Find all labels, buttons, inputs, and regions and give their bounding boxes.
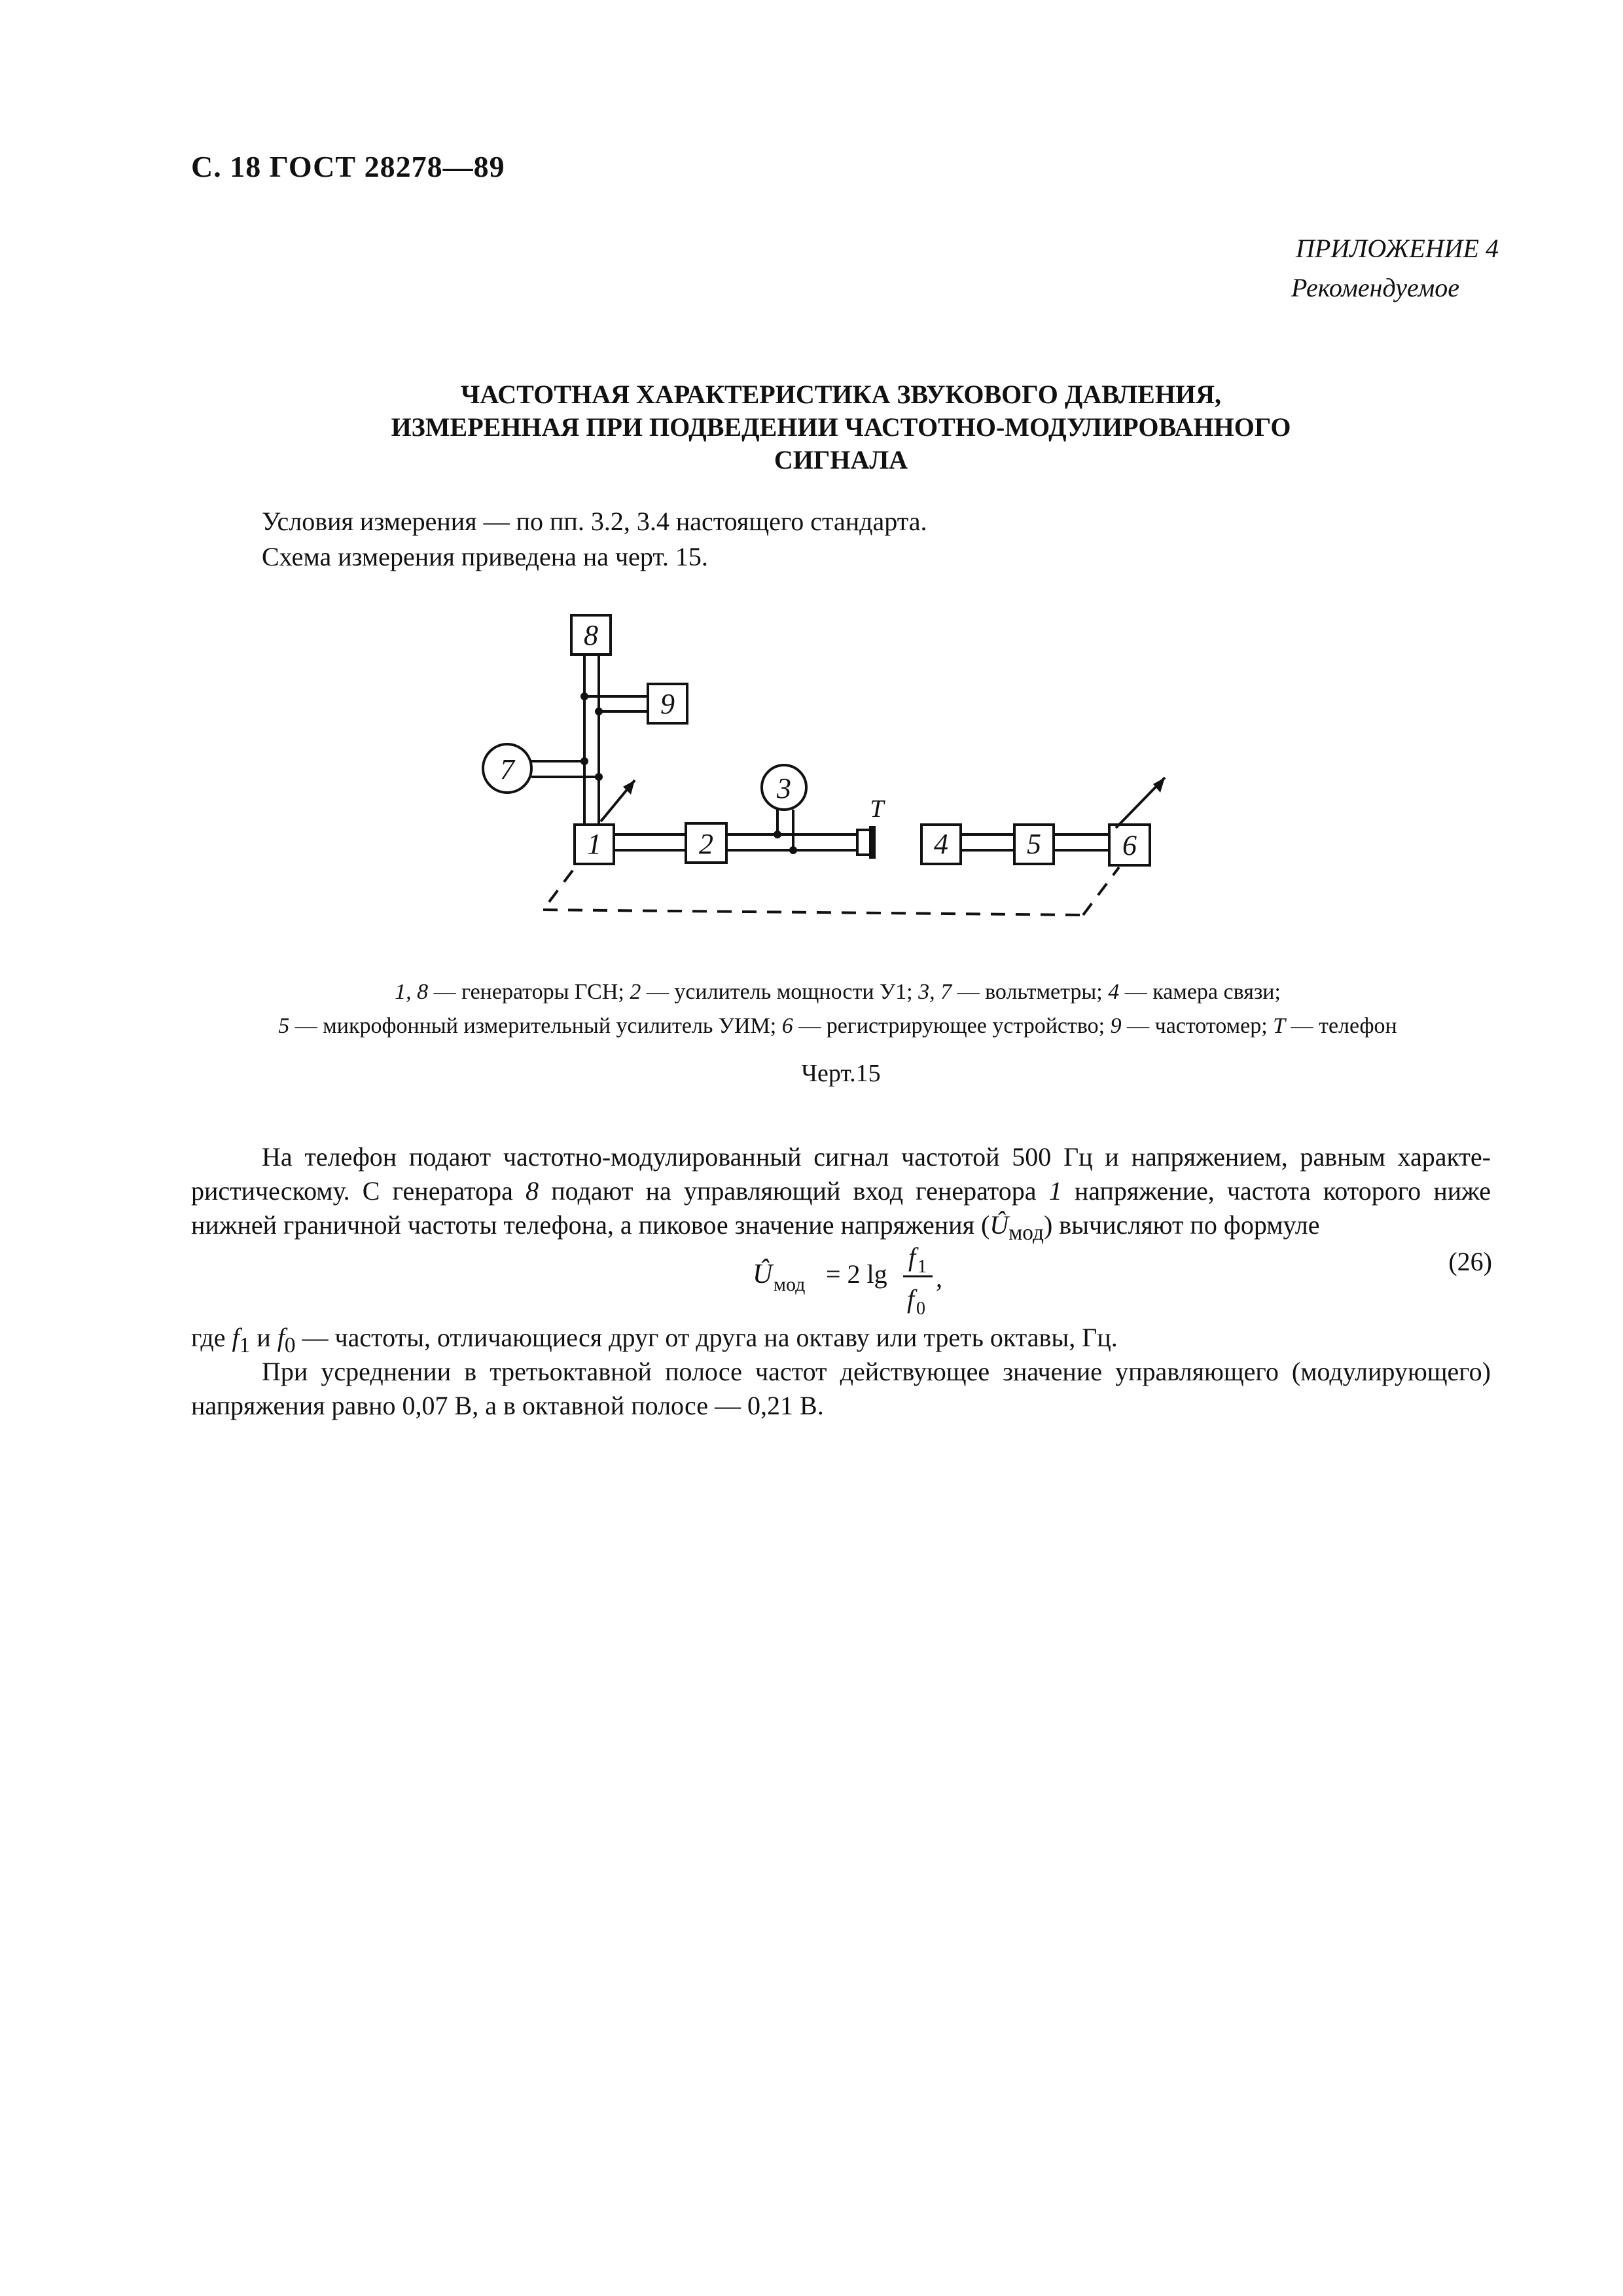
legend-num: 9 bbox=[1110, 1014, 1122, 1038]
block-8-label: 8 bbox=[584, 619, 598, 651]
paragraph-text: где bbox=[191, 1323, 232, 1352]
junction-dot bbox=[580, 757, 588, 765]
title-line-1: ЧАСТОТНАЯ ХАРАКТЕРИСТИКА ЗВУКОВОГО ДАВЛЕНИЯ, bbox=[461, 380, 1221, 409]
measurement-scheme-diagram bbox=[500, 609, 1230, 936]
formula-comma: , bbox=[936, 1263, 942, 1293]
page-header: С. 18 ГОСТ 28278—89 bbox=[191, 150, 505, 183]
symbol-u-hat: Û bbox=[990, 1210, 1009, 1240]
equation-number: (26) bbox=[1448, 1247, 1492, 1276]
figure-caption: Черт.15 bbox=[801, 1060, 881, 1087]
legend-text: — частотомер; bbox=[1121, 1014, 1274, 1038]
symbol-subscript: 0 bbox=[284, 1333, 296, 1357]
block-5-label: 5 bbox=[1027, 828, 1041, 860]
telephone-plate bbox=[869, 826, 876, 859]
formula-denominator-sub: 0 bbox=[916, 1299, 925, 1319]
paragraph-text: и bbox=[250, 1323, 277, 1352]
paragraph-text: подают на управляющий вход генератора bbox=[539, 1176, 1049, 1206]
junction-dot bbox=[595, 773, 603, 781]
formula-denominator: f bbox=[907, 1284, 915, 1314]
sync-line-left bbox=[543, 870, 573, 910]
block-4-label: 4 bbox=[934, 828, 948, 860]
arrow-6-head bbox=[1153, 778, 1165, 793]
symbol-f: f bbox=[232, 1323, 240, 1352]
block-6-label: 6 bbox=[1122, 829, 1137, 861]
legend-num: 5 bbox=[278, 1014, 290, 1038]
legend-num: 3, 7 bbox=[918, 980, 952, 1004]
sync-line-right bbox=[1083, 867, 1119, 915]
junction-dot bbox=[774, 831, 781, 838]
paragraph-text: напряжение, частота которого ниже нижней граничной частоты телефона, а пиковое значение напряжения ( bbox=[191, 1176, 1491, 1240]
generator-ref: 1 bbox=[1048, 1176, 1062, 1206]
legend-num: 1, 8 bbox=[395, 980, 429, 1004]
paragraph-text: На телефон подают частотно-модулированный сигнал частотой 500 Гц и напряжением, равным характе-ристическому. С генератора bbox=[191, 1142, 1491, 1206]
block-2-label: 2 bbox=[699, 828, 713, 860]
symbol-subscript: 1 bbox=[239, 1333, 251, 1357]
legend-text: — генераторы ГСН; bbox=[428, 980, 630, 1004]
appendix-label-block bbox=[1291, 229, 1499, 308]
block-9-label: 9 bbox=[660, 688, 675, 720]
formula-numerator: f bbox=[908, 1242, 916, 1272]
intro-text bbox=[262, 504, 927, 575]
legend-text: — вольтметры; bbox=[952, 980, 1109, 1004]
generator-ref: 8 bbox=[526, 1176, 539, 1206]
block-1-label: 1 bbox=[587, 828, 601, 860]
intro-line-2: Схема измерения приведена на черт. 15. bbox=[262, 542, 708, 571]
legend-num: 2 bbox=[630, 980, 641, 1004]
legend-text: — камера связи; bbox=[1119, 980, 1281, 1004]
symbol-subscript: мод bbox=[1008, 1221, 1044, 1245]
formula-lhs: Û bbox=[753, 1259, 773, 1289]
junction-dot bbox=[595, 708, 603, 715]
legend-text: — усилитель мощности У1; bbox=[641, 980, 919, 1004]
junction-dot bbox=[789, 846, 797, 854]
intro-line-1: Условия измерения — по пп. 3.2, 3.4 настоящего стандарта. bbox=[262, 507, 927, 536]
symbol-f: f bbox=[277, 1323, 285, 1352]
paragraph-text: ) вычисляют по формуле bbox=[1043, 1210, 1320, 1240]
junction-dot bbox=[580, 692, 588, 700]
formula-numerator-sub: 1 bbox=[918, 1257, 927, 1277]
title-line-2: ИЗМЕРЕННАЯ ПРИ ПОДВЕДЕНИИ ЧАСТОТНО-МОДУЛИРОВАННОГО bbox=[391, 412, 1291, 442]
formula-26 bbox=[746, 1230, 1008, 1319]
sync-line-bottom bbox=[543, 910, 1083, 915]
title-line-3: СИГНАЛА bbox=[774, 445, 908, 475]
formula-lhs-sub: мод bbox=[774, 1274, 806, 1295]
legend-text: — микрофонный измерительный усилитель УИМ; bbox=[289, 1014, 782, 1038]
formula-eq: = 2 lg bbox=[826, 1259, 887, 1289]
paragraph-text: — частоты, отличающиеся друг от друга на октаву или треть октавы, Гц. bbox=[295, 1323, 1118, 1352]
telephone-label: T bbox=[870, 795, 884, 823]
legend-line-2 bbox=[190, 1009, 1486, 1043]
legend-num: T bbox=[1273, 1014, 1286, 1038]
section-title bbox=[190, 378, 1492, 476]
diagram-legend bbox=[190, 975, 1486, 1043]
legend-text: — телефон bbox=[1285, 1014, 1397, 1038]
voltmeter-3-label: 3 bbox=[777, 772, 791, 804]
legend-line-1 bbox=[190, 975, 1486, 1009]
legend-num: 4 bbox=[1108, 980, 1120, 1004]
legend-num: 6 bbox=[781, 1014, 793, 1038]
legend-text: — регистрирующее устройство; bbox=[793, 1014, 1111, 1038]
voltmeter-7-label: 7 bbox=[500, 753, 514, 785]
appendix-number: ПРИЛОЖЕНИЕ 4 bbox=[1296, 234, 1499, 263]
paragraph-3: При усреднении в третьоктавной полосе частот действующее значение управляющего (модулирующего) напряжения равно 0,07 В, а в октавной полосе — 0,21 В. bbox=[191, 1357, 1491, 1420]
scheme-svg bbox=[500, 609, 1230, 936]
formula-svg bbox=[746, 1230, 1008, 1319]
appendix-type: Рекомендуемое bbox=[1291, 273, 1459, 302]
